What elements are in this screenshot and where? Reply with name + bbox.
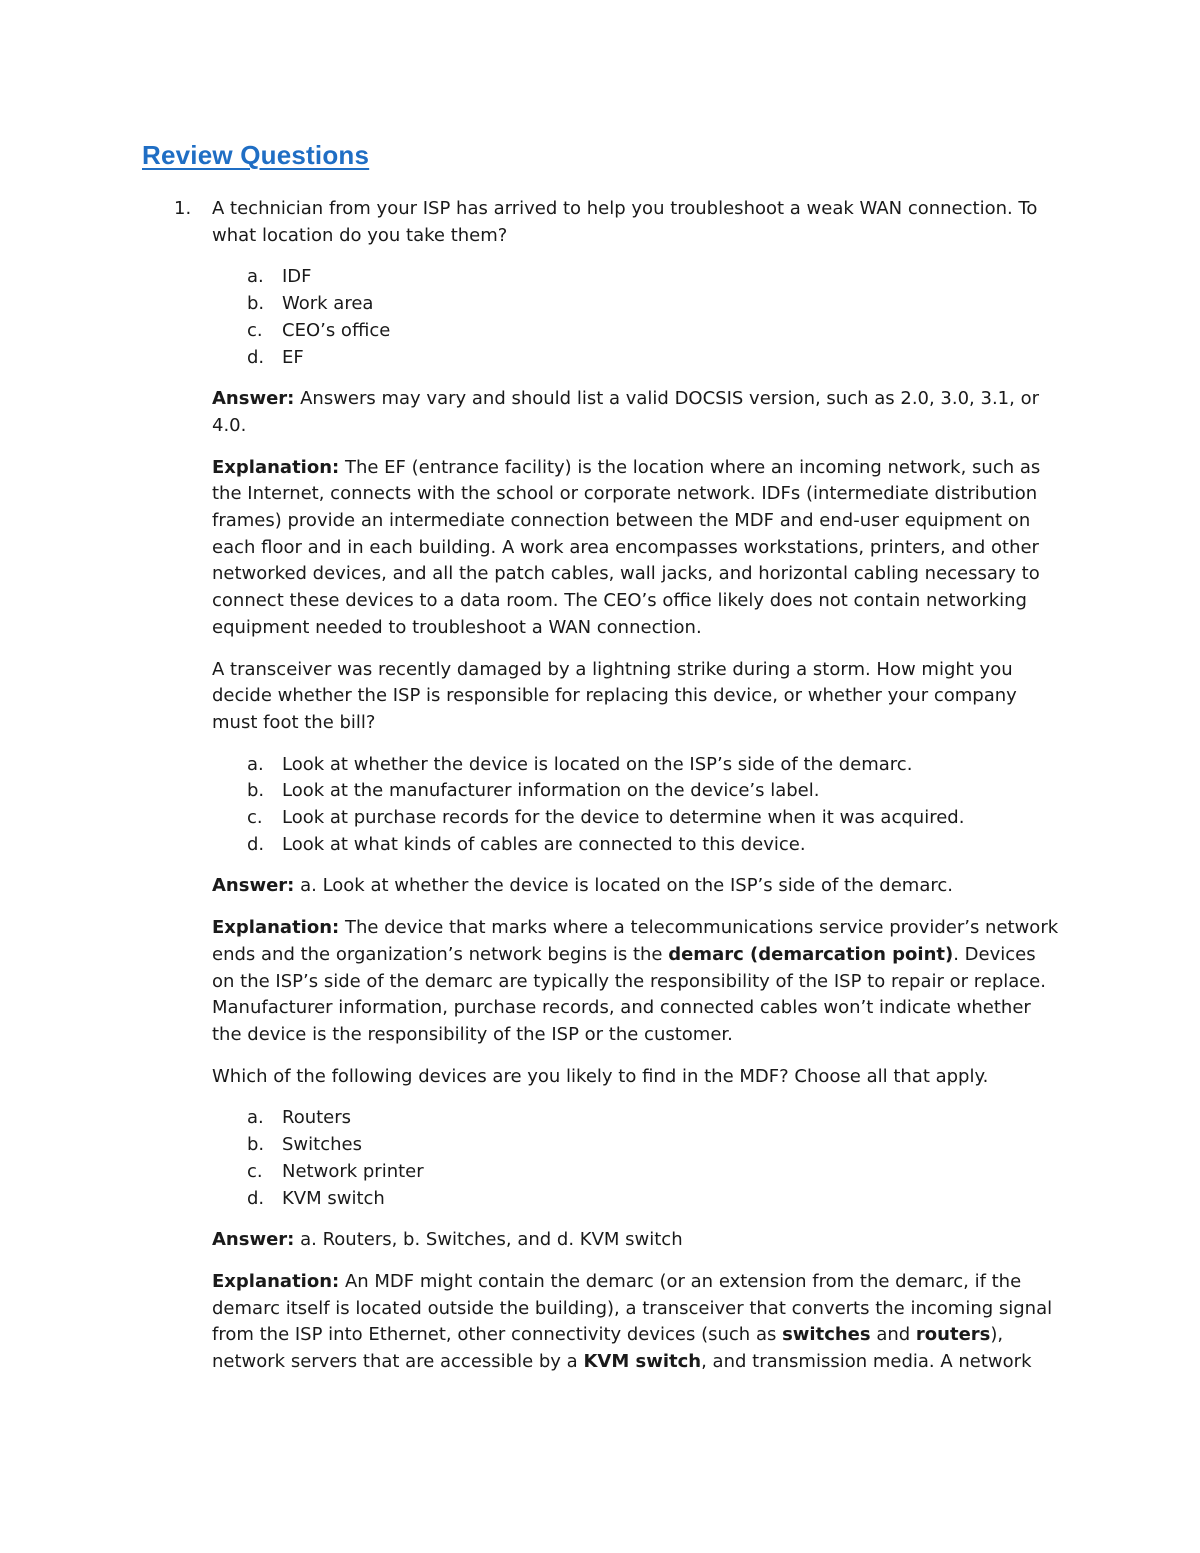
bold-term: switches [782,1324,871,1346]
question-3-explanation [212,1269,1060,1376]
question-1-explanation [212,455,1060,642]
document-body [174,196,1060,1391]
option-text: Network printer [282,1160,424,1182]
question-1-answer [212,386,1060,439]
explanation-label: Explanation: [212,917,340,939]
explanation-text: The EF (entrance facility) is the location where an incoming network, such as the Internet, connects with the school or corporate network. IDFs (intermediate distribution frames) provide an intermediate connection between the MDF and end-user equipment on each floor and in each building. A work area encompasses workstations, printers, and other networked devices, and all the patch cables, wall jacks, and horizontal cabling necessary to connect these devices to a data room. The CEO’s office likely does not contain networking equipment needed to troubleshoot a WAN connection. [212,456,1041,638]
option-item [212,345,1060,372]
question-2: A transceiver was recently damaged by a lightning strike during a storm. How might you decide whether the ISP is responsible for replacing this device, or whether your company must foot the bill? [212,658,1017,733]
question-2-options [212,752,1060,859]
question-1-options [212,264,1060,371]
option-letter: d. [247,1187,265,1209]
question-3: Which of the following devices are you likely to find in the MDF? Choose all that apply. [212,1065,989,1087]
option-letter: b. [247,293,265,315]
answer-label: Answer: [212,875,295,897]
option-letter: c. [247,319,263,341]
question-1 [174,196,1060,249]
question-3-answer [212,1227,1060,1254]
option-item [212,318,1060,345]
option-letter: b. [247,780,265,802]
answer-label: Answer: [212,1229,295,1251]
option-text: Look at the manufacturer information on the device’s label. [282,780,820,802]
explanation-text: and [870,1324,916,1346]
option-letter: a. [247,753,264,775]
option-item [212,1105,1060,1132]
option-text: Routers [282,1107,352,1129]
question-2-answer [212,873,1060,900]
explanation-text: The device that marks where a telecommunications service provider’s network ends and the organization’s network begins is the [212,917,1059,965]
option-item [212,752,1060,779]
option-letter: d. [247,346,265,368]
bold-term: demarc (demarcation point) [668,943,954,965]
option-letter: c. [247,1160,263,1182]
page-title: Review Questions [142,140,370,170]
option-text: Work area [282,293,374,315]
explanation-text: An MDF might contain the demarc (or an extension from the demarc, if the demarc itself is located outside the building), a transceiver that converts the incoming signal from the ISP into Ethernet, other connectivity devices (such as [212,1270,1053,1346]
answer-text: a. Routers, b. Switches, and d. KVM switch [294,1229,683,1251]
option-item [212,832,1060,859]
option-text: Switches [282,1134,362,1156]
option-letter: a. [247,1107,264,1129]
answer-text: a. Look at whether the device is located on the ISP’s side of the demarc. [294,875,953,897]
option-item [212,264,1060,291]
bold-term: routers [915,1324,991,1346]
option-text: IDF [282,266,312,288]
answer-text: Answers may vary and should list a valid DOCSIS version, such as 2.0, 3.0, 3.1, or 4.0. [212,388,1039,436]
option-letter: c. [247,807,263,829]
option-text: EF [282,346,304,368]
option-text: Look at whether the device is located on the ISP’s side of the demarc. [282,753,913,775]
option-text: KVM switch [282,1187,385,1209]
explanation-label: Explanation: [212,1270,340,1292]
answer-label: Answer: [212,388,295,410]
question-3-options [212,1105,1060,1212]
option-item [212,805,1060,832]
explanation-text: ), network servers that are accessible by a [212,1324,1004,1373]
option-item [212,291,1060,318]
bold-term: KVM switch [583,1351,702,1373]
option-letter: b. [247,1134,265,1156]
option-letter: a. [247,266,264,288]
explanation-text: , and transmission media. A network [701,1351,1032,1373]
question-text: A technician from your ISP has arrived to help you troubleshoot a weak WAN connection. To what location do you take them? [212,198,1038,246]
question-number: 1. [174,198,192,219]
explanation-text: . Devices on the ISP’s side of the demarc are typically the responsibility of the ISP to repair or replace. Manufacturer information, purchase records, and connected cables won’t indicate whether the device is the responsibility of the ISP or the customer. [212,943,1046,1045]
option-text: Look at purchase records for the device to determine when it was acquired. [282,807,965,829]
option-item [212,1186,1060,1213]
option-item [212,778,1060,805]
option-item [212,1159,1060,1186]
explanation-label: Explanation: [212,456,340,478]
question-2-explanation [212,915,1060,1049]
option-text: Look at what kinds of cables are connected to this device. [282,833,806,855]
option-letter: d. [247,833,265,855]
option-item [212,1132,1060,1159]
option-text: CEO’s office [282,319,391,341]
